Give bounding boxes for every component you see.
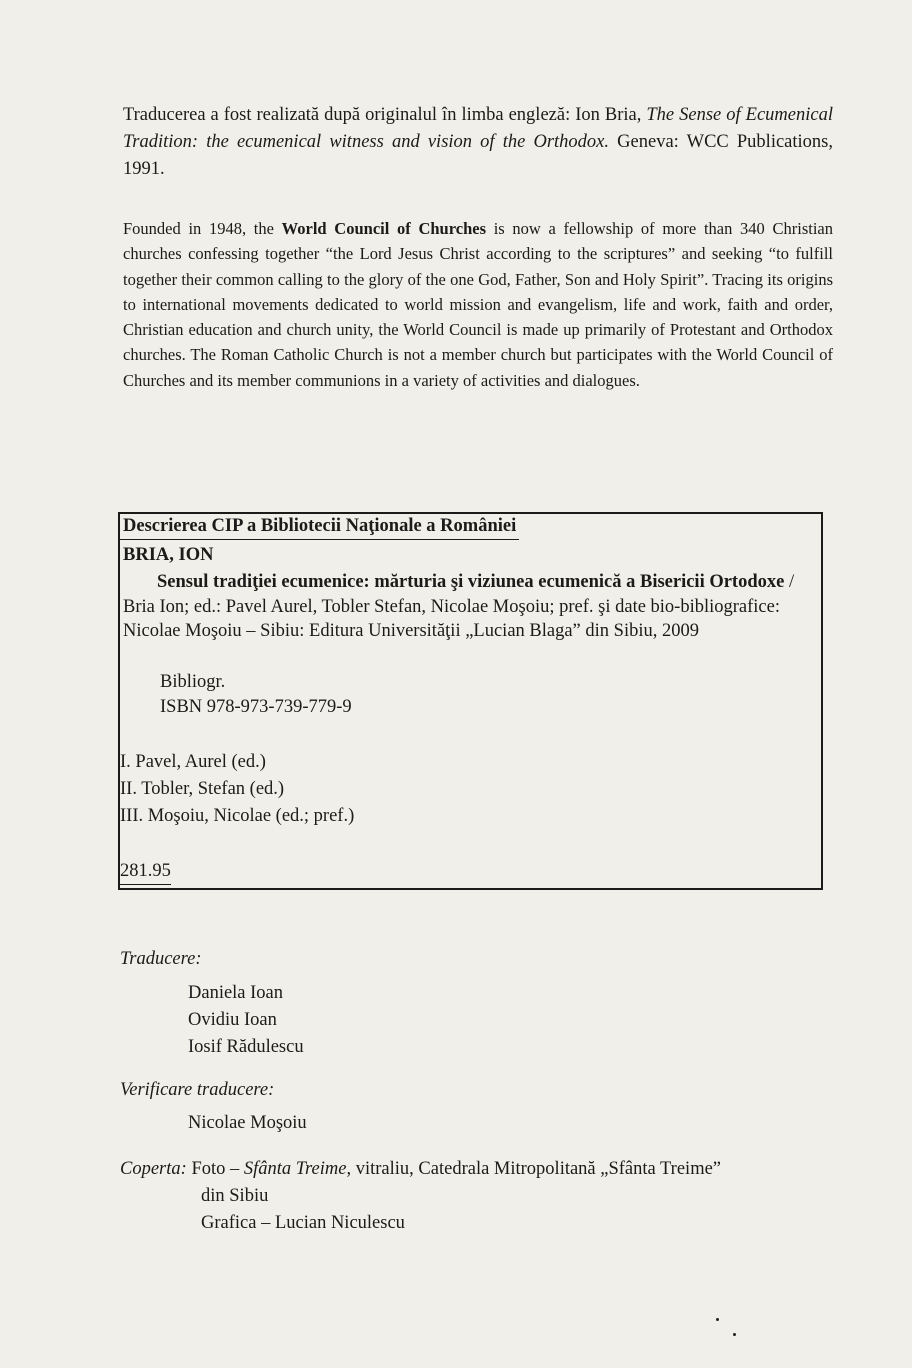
cover-photo-details: , vitraliu, Catedrala Mitropolitană „Sfânta Treime” <box>346 1159 722 1179</box>
translator-name: Iosif Rădulescu <box>188 1037 304 1057</box>
verifier-name: Nicolae Moşoiu <box>188 1113 307 1133</box>
cover-graphics-credit: Grafica – Lucian Niculescu <box>201 1213 405 1233</box>
cover-photo-prefix: Foto – <box>186 1159 244 1179</box>
cip-author: BRIA, ION <box>123 545 214 565</box>
cip-book-title: Sensul tradiţiei ecumenice: mărturia şi viziunea ecumenică a Bisericii Ortodoxe <box>157 572 785 592</box>
about-wcc-lead: Founded in 1948, the <box>123 219 282 238</box>
about-wcc-body: is now a fellowship of more than 340 Christian churches confessing together “the Lord Jesus Christ according to the scriptures” and seeking “to fulfill together their common calling to the glory of the one God, Father, Son and Holy Spirit”. Tracing its origins to international movements dedicated to world mission and evangelism, life and work, faith and order, Christian education and church unity, the World Council is made up primarily of Protestant and Orthodox churches. The Roman Catholic Church is not a member church but participates with the World Council of Churches and its member communions in a variety of activities and dialogues. <box>123 219 833 390</box>
about-wcc-paragraph <box>123 216 833 393</box>
cip-description-box <box>118 512 823 890</box>
cover-label: Coperta: <box>120 1159 187 1179</box>
cover-photo-title: Sfânta Treime <box>243 1159 347 1179</box>
cover-credits <box>120 1156 721 1183</box>
cip-record-details: / Bria Ion; ed.: Pavel Aurel, Tobler Stefan, Nicolae Moşoiu; pref. şi date bio-bibliografice: Nicolae Moşoiu – Sibiu: Editura Universităţii „Lucian Blaga” din Sibiu, 2009 <box>123 572 795 641</box>
cip-record <box>123 570 813 644</box>
translation-note-publisher: Geneva: WCC Publications, 1991. <box>123 132 833 179</box>
print-speck <box>733 1333 736 1336</box>
translator-name: Ovidiu Ioan <box>188 1010 277 1030</box>
translation-note-lead: Traducerea a fost realizată după originalul în limba engleză: Ion Bria, <box>123 105 647 125</box>
translator-name: Daniela Ioan <box>188 983 284 1003</box>
cip-isbn: ISBN 978-973-739-779-9 <box>160 697 352 717</box>
cip-classification: 281.95 <box>120 859 171 885</box>
original-book-title: The Sense of Ecumenical Tradition: the ecumenical witness and vision of the Orthodox. <box>123 105 833 152</box>
print-speck <box>716 1318 719 1321</box>
cip-entry: III. Moşoiu, Nicolae (ed.; pref.) <box>120 806 355 826</box>
cip-entry: I. Pavel, Aurel (ed.) <box>120 752 266 772</box>
translation-note <box>123 102 833 183</box>
wcc-name: World Council of Churches <box>281 219 486 238</box>
cip-entries <box>120 750 354 831</box>
translation-label: Traducere: <box>120 949 202 969</box>
cip-entry: II. Tobler, Stefan (ed.) <box>120 779 285 799</box>
cip-bibliography: Bibliogr. <box>160 672 226 692</box>
verifiers-list <box>120 1110 307 1137</box>
verification-label: Verificare traducere: <box>120 1080 275 1100</box>
cover-location: din Sibiu <box>201 1186 269 1206</box>
cip-title: Descrierea CIP a Bibliotecii Naţionale a României <box>123 514 516 539</box>
translators-list <box>120 980 304 1061</box>
